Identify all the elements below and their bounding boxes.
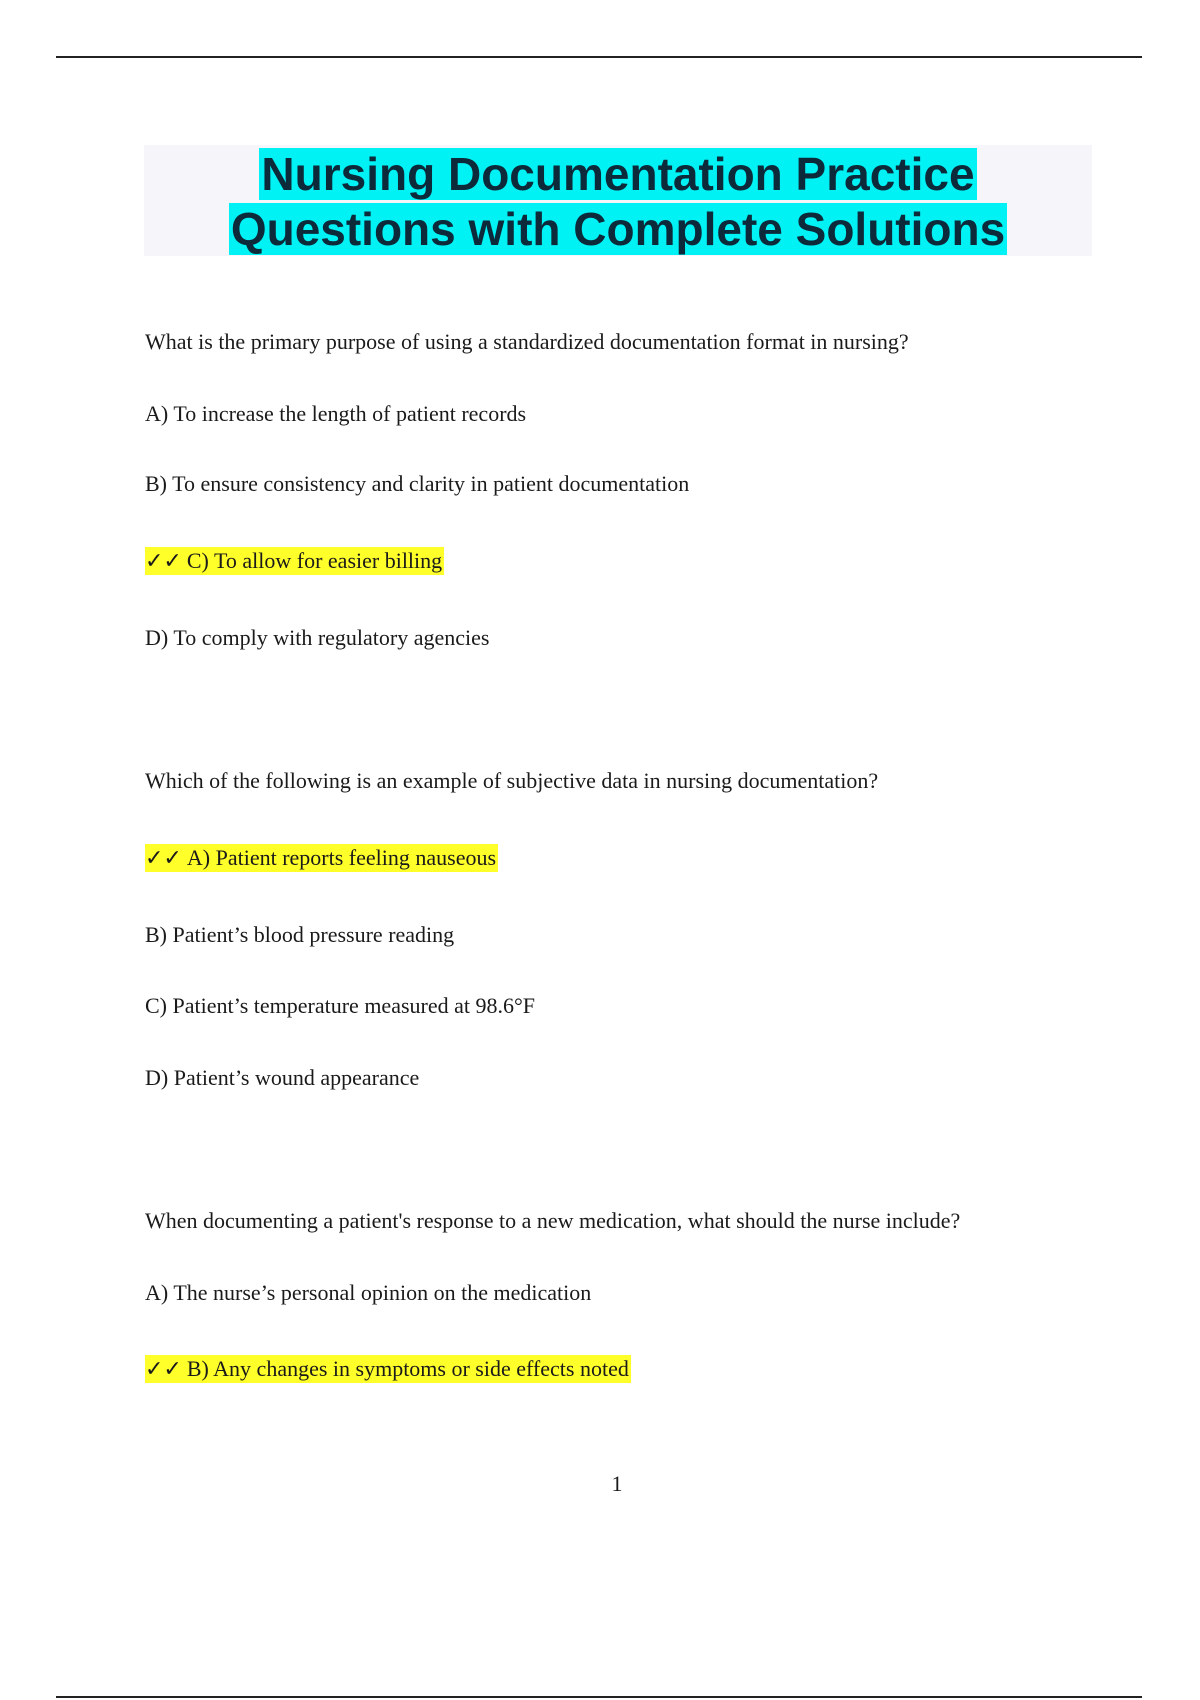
question-2-option-c: C) Patient’s temperature measured at 98.6°F — [145, 993, 536, 1018]
bottom-rule — [56, 1696, 1142, 1698]
question-1-option-a: A) To increase the length of patient records — [145, 401, 527, 426]
question-3-option-b — [145, 1355, 631, 1384]
question-2-option-d: D) Patient’s wound appearance — [145, 1065, 420, 1090]
double-check-icon: ✓✓ — [145, 1357, 182, 1382]
double-check-icon: ✓✓ — [145, 549, 182, 574]
question-1-option-b: B) To ensure consistency and clarity in patient documentation — [145, 471, 690, 496]
double-check-icon: ✓✓ — [145, 846, 182, 871]
document-title — [144, 145, 1092, 256]
question-1-option-d: D) To comply with regulatory agencies — [145, 625, 490, 650]
correct-answer-highlight: ✓✓ C) To allow for easier billing — [145, 548, 443, 574]
correct-answer-highlight: ✓✓ A) Patient reports feeling nauseous — [145, 845, 497, 871]
title-line-2: Questions with Complete Solutions — [230, 203, 1006, 255]
question-2-option-b: B) Patient’s blood pressure reading — [145, 922, 455, 947]
question-2: Which of the following is an example of subjective data in nursing documentation? — [145, 768, 879, 793]
question-1-option-c — [145, 547, 444, 576]
correct-answer-highlight: ✓✓ B) Any changes in symptoms or side effects noted — [145, 1356, 629, 1382]
question-2-option-a — [145, 844, 498, 873]
title-line-1: Nursing Documentation Practice — [261, 148, 975, 200]
page-number: 1 — [611, 1471, 623, 1496]
top-rule — [56, 56, 1142, 58]
question-1: What is the primary purpose of using a standardized documentation format in nursing? — [145, 329, 909, 354]
question-3-option-a: A) The nurse’s personal opinion on the medication — [145, 1280, 592, 1305]
question-3: When documenting a patient's response to a new medication, what should the nurse include? — [145, 1208, 961, 1233]
